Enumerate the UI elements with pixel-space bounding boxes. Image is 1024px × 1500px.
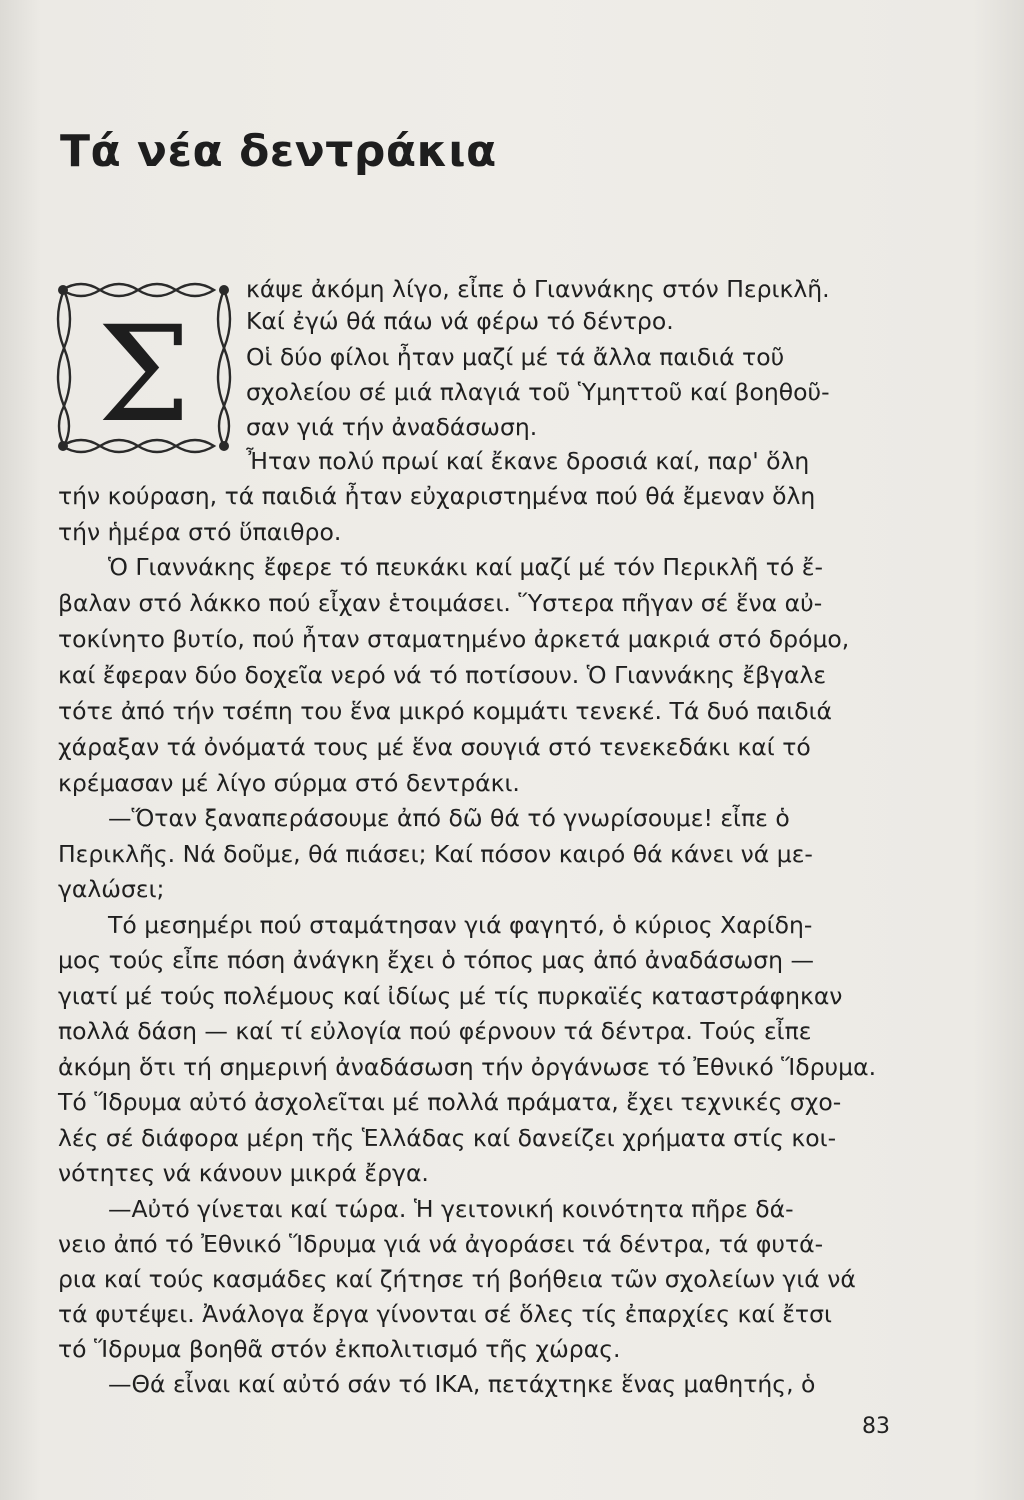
text-line: πολλά δάση — καί τί εὐλογία πού φέρνουν τά δέντρα. Τούς εἶπε bbox=[58, 1017, 812, 1045]
text-line: ρια καί τούς κασμάδες καί ζήτησε τή βοήθεια τῶν σχολείων γιά νά bbox=[58, 1265, 856, 1293]
text-line: σχολείου σέ μιά πλαγιά τοῦ Ὑμηττοῦ καί βοηθοῦ- bbox=[246, 378, 830, 406]
text-line: κάψε ἀκόμη λίγο, εἶπε ὁ Γιαννάκης στόν Περικλῆ. bbox=[246, 275, 830, 303]
text-line: Καί ἐγώ θά πάω νά φέρω τό δέντρο. bbox=[246, 307, 674, 335]
rope-frame-icon bbox=[54, 280, 238, 456]
text-line: Ὁ Γιαννάκης ἔφερε τό πευκάκι καί μαζί μέ τόν Περικλῆ τό ἔ- bbox=[108, 553, 823, 581]
text-line: λές σέ διάφορα μέρη τῆς Ἑλλάδας καί δανείζει χρήματα στίς κοι- bbox=[58, 1124, 837, 1152]
text-line: νειο ἀπό τό Ἐθνικό Ἵδρυμα γιά νά ἀγοράσει τά δέντρα, τά φυτά- bbox=[58, 1230, 824, 1258]
drop-cap-letter: Σ bbox=[97, 298, 191, 452]
text-line: τήν κούραση, τά παιδιά ἦταν εὐχαριστημένα πού θά ἔμεναν ὅλη bbox=[58, 482, 816, 510]
text-line: χάραξαν τά ὀνόματά τους μέ ἕνα σουγιά στό τενεκεδάκι καί τό bbox=[58, 733, 811, 761]
text-line: Τό Ἵδρυμα αὐτό ἀσχολεῖται μέ πολλά πράματα, ἔχει τεχνικές σχο- bbox=[58, 1088, 842, 1116]
text-line: γαλώσει; bbox=[58, 875, 165, 903]
chapter-title: Τά νέα δεντράκια bbox=[60, 126, 497, 177]
text-line: νότητες νά κάνουν μικρά ἔργα. bbox=[58, 1159, 429, 1187]
text-line: Περικλῆς. Νά δοῦμε, θά πιάσει; Καί πόσον καιρό θά κάνει νά με- bbox=[58, 840, 813, 868]
text-line: Ἦταν πολύ πρωί καί ἔκανε δροσιά καί, παρ' ὅλη bbox=[246, 447, 810, 475]
text-line: τό Ἵδρυμα βοηθᾶ στόν ἐκπολιτισμό τῆς χώρας. bbox=[58, 1335, 621, 1363]
text-line: —Θά εἶναι καί αὐτό σάν τό ΙΚΑ, πετάχτηκε ἕνας μαθητής, ὁ bbox=[108, 1370, 816, 1398]
text-line: σαν γιά τήν ἀναδάσωση. bbox=[246, 413, 538, 441]
text-line: γιατί μέ τούς πολέμους καί ἰδίως μέ τίς πυρκαϊές καταστράφηκαν bbox=[58, 982, 843, 1010]
text-line: —Ὅταν ξαναπεράσουμε ἀπό δῶ θά τό γνωρίσουμε! εἶπε ὁ bbox=[108, 804, 790, 832]
text-line: βαλαν στό λάκκο πού εἶχαν ἑτοιμάσει. Ὕστερα πῆγαν σέ ἕνα αὐ- bbox=[58, 589, 823, 617]
text-line: ἀκόμη ὅτι τή σημερινή ἀναδάσωση τήν ὀργάνωσε τό Ἐθνικό Ἵδρυμα. bbox=[58, 1053, 877, 1081]
text-line: —Αὐτό γίνεται καί τώρα. Ἡ γειτονική κοινότητα πῆρε δά- bbox=[108, 1195, 794, 1223]
text-line: κρέμασαν μέ λίγο σύρμα στό δεντράκι. bbox=[58, 769, 520, 797]
text-line: τήν ἡμέρα στό ὕπαιθρο. bbox=[58, 518, 342, 546]
page-number: 83 bbox=[862, 1414, 890, 1439]
ornamental-drop-cap bbox=[54, 280, 238, 456]
text-line: Οἱ δύο φίλοι ἦταν μαζί μέ τά ἄλλα παιδιά τοῦ bbox=[246, 343, 785, 371]
text-line: καί ἔφεραν δύο δοχεῖα νερό νά τό ποτίσουν. Ὁ Γιαννάκης ἔβγαλε bbox=[58, 661, 827, 689]
text-line: μος τούς εἶπε πόση ἀνάγκη ἔχει ὁ τόπος μας ἀπό ἀναδάσωση — bbox=[58, 946, 815, 974]
text-line: τοκίνητο βυτίο, πού ἦταν σταματημένο ἀρκετά μακριά στό δρόμο, bbox=[58, 625, 850, 653]
text-line: Τό μεσημέρι πού σταμάτησαν γιά φαγητό, ὁ κύριος Χαρίδη- bbox=[108, 911, 813, 939]
text-line: τά φυτέψει. Ἀνάλογα ἔργα γίνονται σέ ὅλες τίς ἐπαρχίες καί ἔτσι bbox=[58, 1300, 832, 1328]
text-line: τότε ἀπό τήν τσέπη του ἕνα μικρό κομμάτι τενεκέ. Τά δυό παιδιά bbox=[58, 697, 833, 725]
